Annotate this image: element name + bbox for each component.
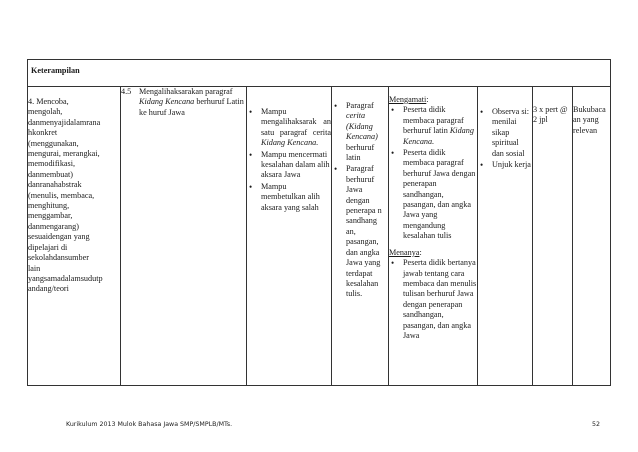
activity-text: Peserta didik bertanya jawab tentang cara membaca dan menulis tulisan berhuruf Jawa dengan penerapan sandhangan, pasangan, dan angka Jawa <box>403 258 477 340</box>
cell-pembelajaran <box>389 87 478 386</box>
kd-number: 4.5 <box>121 87 132 96</box>
menanya-heading <box>389 248 477 258</box>
materi-text-after: berhuruf latin <box>346 142 375 163</box>
menanya-label: Menanya <box>389 247 420 257</box>
indicator-text: Mampu mencermati kesalahan dalam alih aksara Jawa <box>261 149 330 180</box>
kd-description <box>139 87 246 118</box>
menanya-list <box>389 258 477 341</box>
mengamati-list <box>389 105 477 241</box>
mengamati-colon: : <box>426 95 429 104</box>
syllabus-table <box>27 59 611 386</box>
activity-text: Peserta didik membaca paragraf berhuruf latin <box>403 105 464 136</box>
cell-kompetensi-inti <box>28 87 121 386</box>
materi-text: Paragraf <box>346 101 374 110</box>
kd-text-suffix: berhuruf Latin ke huruf Jawa <box>139 97 244 117</box>
indicator-text: Mampu mengalihaksarak an satu paragraf cerita <box>261 107 331 137</box>
cell-alokasi-waktu: 3 x pert @ 2 jpl <box>533 87 573 386</box>
penilaian-list <box>478 107 532 170</box>
list-item: • Unjuk kerja <box>478 160 532 170</box>
cell-penilaian <box>478 87 533 386</box>
cell-sumber-belajar: Bukubaca an yang relevan <box>573 87 611 386</box>
kd-text-prefix: Mengalihaksarakan paragraf <box>139 87 233 96</box>
indicator-text: Mampu membetulkan alih aksara yang salah <box>261 181 320 212</box>
materi-italic: cerita (Kidang Kencana) <box>346 111 378 142</box>
list-item <box>247 107 331 149</box>
list-item <box>389 148 477 242</box>
mengamati-label: Mengamati <box>389 95 427 104</box>
list-item <box>389 105 477 147</box>
table-row-content <box>28 87 611 386</box>
materi-list <box>332 101 388 300</box>
cell-materi <box>332 87 389 386</box>
list-item: • Observa si: menilai sikap spiritual dan sosial <box>478 107 532 159</box>
table-row-heading <box>28 60 611 87</box>
page-number: 52 <box>592 421 601 428</box>
footer-title: Kurikulum 2013 Mulok Bahasa Jawa SMP/SMPLB/MTs. <box>66 421 233 428</box>
list-item <box>247 150 331 181</box>
list-item <box>332 164 388 299</box>
cell-indikator <box>247 87 332 386</box>
skill-description: mengolah, danmenyajidalamrana hkonkret (menggunakan, mengurai, merangkai, memodifikasi, danmembuat) danranahabstrak (menulis, membaca, menghitung, menggambar, danmengarang) sesuaidengan yang dipelajari di sekolahdansumber lain yangsamadalamsudutp andang/teori <box>28 107 103 294</box>
skill-number: 4. Mencoba, <box>28 97 69 106</box>
kd-text-italic: Kidang Kencana <box>139 97 195 107</box>
list-item <box>332 101 388 163</box>
section-heading: Keterampilan <box>28 60 611 87</box>
cell-kompetensi-dasar <box>121 87 247 386</box>
mengamati-heading <box>389 95 429 104</box>
menanya-colon: : <box>419 247 422 257</box>
activity-italic: Kidang Kencana. <box>403 126 474 146</box>
indicator-italic: Kidang Kencana. <box>261 138 319 148</box>
materi-text: Paragraf berhuruf Jawa dengan penerapa n sandhang an, pasangan, dan angka Jawa yang terdapat kesalahan tulis. <box>346 164 382 299</box>
list-item <box>247 182 331 213</box>
activity-text: Peserta didik membaca paragraf berhuruf Jawa dengan penerapan sandhangan, pasangan, dan angka Jawa yang mengandung kesalahan tulis <box>403 148 476 241</box>
list-item <box>389 258 477 341</box>
indicator-list <box>247 107 331 213</box>
